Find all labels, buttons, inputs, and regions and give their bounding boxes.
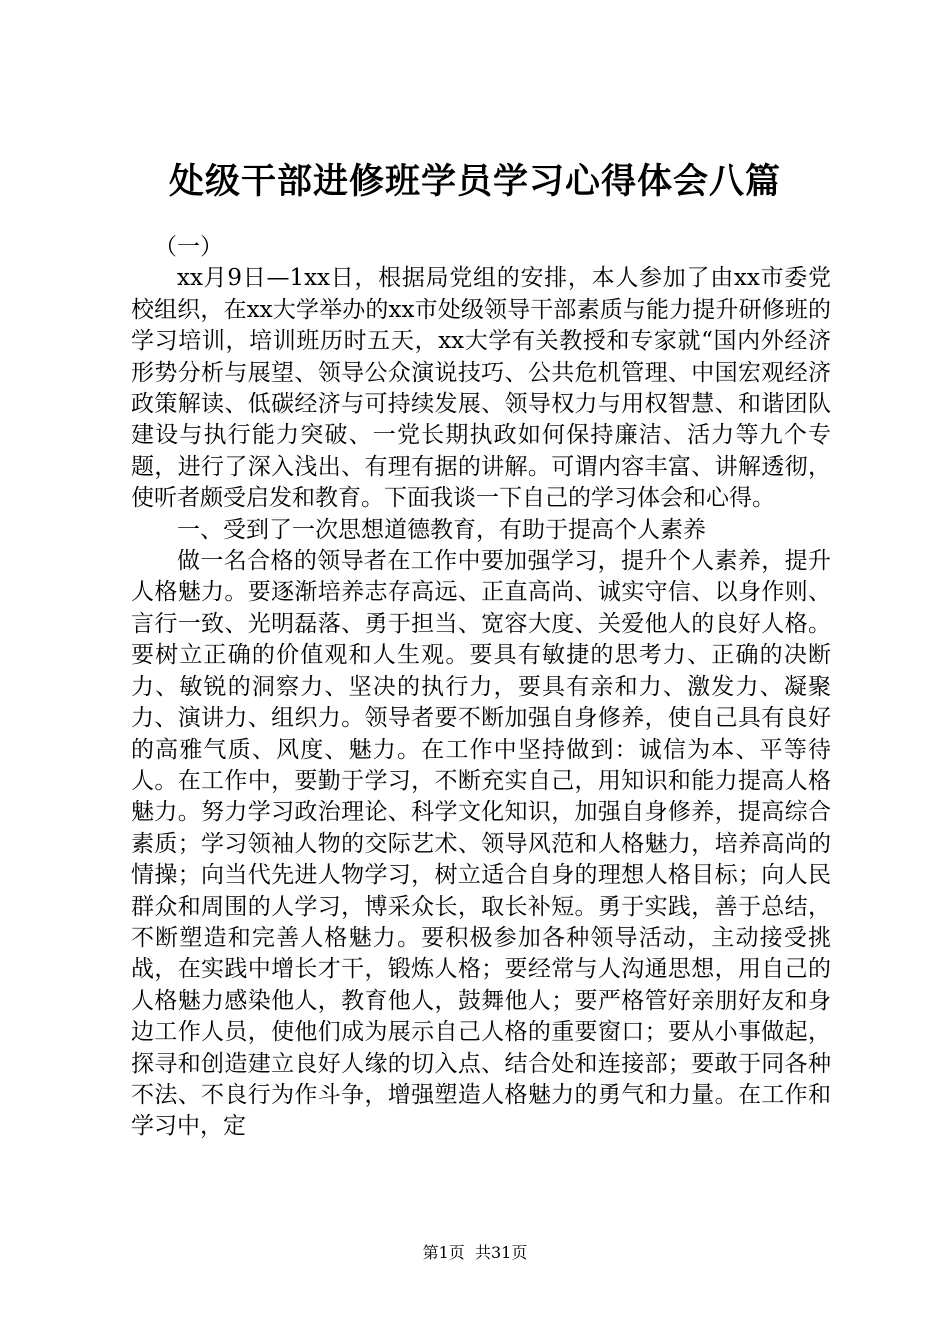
document-title: 处级干部进修班学员学习心得体会八篇 — [168, 161, 781, 202]
section-heading: 一、受到了一次思想道德教育，有助于提高个人素养 — [177, 516, 706, 543]
section-marker: （一） — [154, 234, 223, 260]
total-pages: 共31页 — [474, 1243, 528, 1262]
page-number: 第1页 — [422, 1243, 465, 1262]
paragraph-body: 做一名合格的领导者在工作中要加强学习，提升个人素养，提升人格魅力。要逐渐培养志存高远、正直高尚、诚实守信、以身作则、言行一致、光明磊落、勇于担当、宽容大度、关爱他人的良好人格。要树立正确的价值观和人生观。要具有敏捷的思考力、正确的决断力、敏锐的洞察力、坚决的执行力，要具有亲和力、激发力、凝聚力、演讲力、组织力。领导者要不断加强自身修养，使自己具有良好的高雅气质、风度、魅力。在工作中坚持做到：诚信为本、平等待人。在工作中，要勤于学习，不断充实自己，用知识和能力提高人格魅力。努力学习政治理论、科学文化知识，加强自身修养，提高综合素质；学习领袖人物的交际艺术、领导风范和人格魅力，培养高尚的情操；向当代先进人物学习，树立适合自身的理想人格目标；向人民群众和周围的人学习，博采众长，取长补短。勇于实践，善于总结，不断塑造和完善人格魅力。要积极参加各种领导活动，主动接受挑战，在实践中增长才干，锻炼人格；要经常与人沟通思想，用自己的人格魅力感染他人，教育他人，鼓舞他人；要严格管好亲朋好友和身边工作人员，使他们成为展示自己人格的重要窗口；要从小事做起，探寻和创造建立良好人缘的切入点、结合处和连接部；要敢于同各种不法、不良行为作斗争，增强塑造人格魅力的勇气和力量。在工作和学习中，定 — [131, 548, 831, 1140]
page-footer — [0, 1243, 950, 1263]
document-body — [131, 232, 831, 1143]
paragraph-intro: xx月9日—1xx日，根据局党组的安排，本人参加了由xx市委党校组织，在xx大学举办的xx市处级领导干部素质与能力提升研修班的学习培训，培训班历时五天，xx大学有关教授和专家就“国内外经济形势分析与展望、领导公众演说技巧、公共危机管理、中国宏观经济政策解读、低碳经济与可持续发展、领导权力与用权智慧、和谐团队建设与执行能力突破、一党长期执政如何保持廉洁、活力等九个专题，进行了深入浅出、有理有据的讲解。可谓内容丰富、讲解透彻，使听者颇受启发和教育。下面我谈一下自己的学习体会和心得。 — [131, 265, 831, 512]
